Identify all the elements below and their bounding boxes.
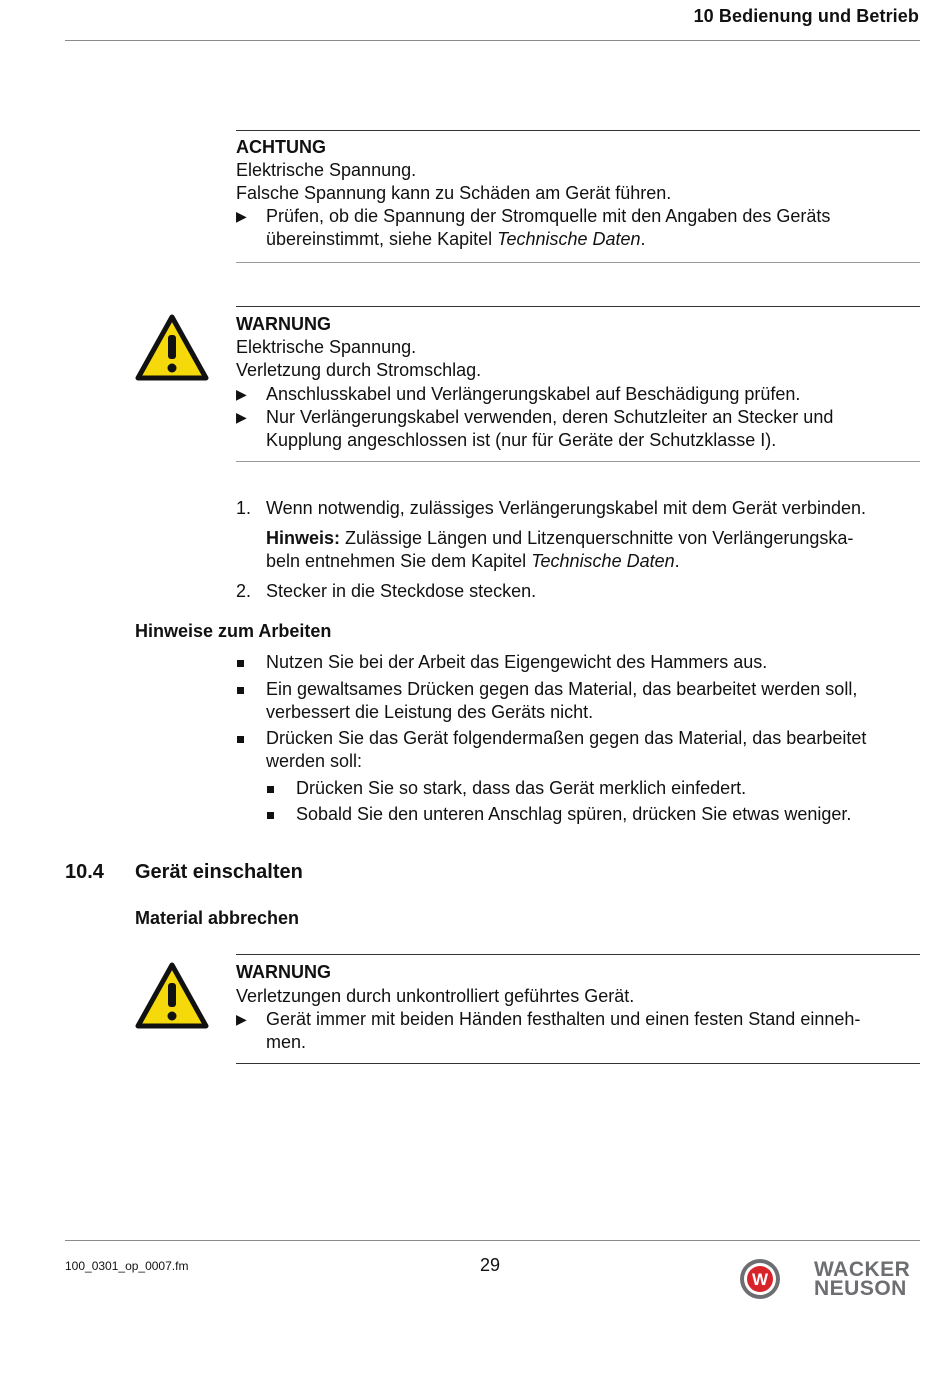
brand-line: WACKER bbox=[814, 1258, 911, 1281]
notice-bottom-rule bbox=[236, 262, 920, 263]
warning-line: Verletzung durch Stromschlag. bbox=[236, 360, 482, 380]
chapter-title: 10 Bedienung und Betrieb bbox=[693, 6, 919, 26]
section-subheading: Material abbrechen bbox=[135, 908, 300, 928]
warning-triangle-icon bbox=[135, 314, 209, 381]
warning-title: WARNUNG bbox=[236, 314, 331, 334]
section-number: 10.4 bbox=[65, 861, 104, 883]
step-text: Wenn notwendig, zulässiges Verlängerungskabel mit dem Gerät verbinden. bbox=[266, 498, 867, 518]
brand-line: NEUSON bbox=[814, 1277, 907, 1300]
notice-top-rule bbox=[236, 130, 920, 131]
notice-line: Falsche Spannung kann zu Schäden am Gerät führen. bbox=[236, 183, 672, 203]
warning-action-text: Gerät immer mit beiden Händen festhalten und einen festen Stand einneh- bbox=[266, 1009, 861, 1029]
action-arrow-icon: ▶ bbox=[236, 1011, 247, 1027]
header-divider bbox=[65, 40, 920, 41]
bullet-icon bbox=[237, 660, 244, 667]
section-title: Gerät einschalten bbox=[135, 861, 303, 883]
warning-line: Elektrische Spannung. bbox=[236, 337, 417, 357]
warning-action-text: Nur Verlängerungskabel verwenden, deren Schutzleiter an Stecker und bbox=[266, 407, 834, 427]
list-item: Nutzen Sie bei der Arbeit das Eigengewicht des Hammers aus. bbox=[266, 652, 768, 672]
svg-text:W: W bbox=[751, 1270, 769, 1289]
bullet-icon bbox=[237, 687, 244, 694]
bullet-icon bbox=[267, 786, 274, 793]
footer-file-name: 100_0301_op_0007.fm bbox=[65, 1259, 189, 1273]
hint-text-2: beln entnehmen Sie dem Kapitel Technische Daten. bbox=[266, 551, 680, 571]
step-text: Stecker in die Steckdose stecken. bbox=[266, 581, 537, 601]
warning-top-rule bbox=[236, 954, 920, 955]
notice-title: ACHTUNG bbox=[236, 137, 326, 157]
hint-label: Hinweis: bbox=[266, 528, 341, 548]
warning-triangle-icon bbox=[135, 962, 209, 1029]
warning-title: WARNUNG bbox=[236, 962, 331, 982]
action-arrow-icon: ▶ bbox=[236, 409, 247, 425]
footer-divider bbox=[65, 1240, 920, 1241]
notice-action-text-2: übereinstimmt, siehe Kapitel Technische Daten. bbox=[266, 229, 646, 249]
notice-action-text: Prüfen, ob die Spannung der Stromquelle mit den Angaben des Geräts bbox=[266, 206, 831, 226]
chapter-reference: Technische Daten bbox=[497, 229, 641, 249]
work-notes-heading: Hinweise zum Arbeiten bbox=[135, 621, 332, 641]
sub-list-item: Sobald Sie den unteren Anschlag spüren, drücken Sie etwas weniger. bbox=[296, 804, 852, 824]
list-item: Drücken Sie das Gerät folgendermaßen gegen das Material, das bearbeitet bbox=[266, 728, 867, 748]
notice-line: Elektrische Spannung. bbox=[236, 160, 417, 180]
warning-action-text: Anschlusskabel und Verlängerungskabel auf Beschädigung prüfen. bbox=[266, 384, 801, 404]
list-item: verbessert die Leistung des Geräts nicht. bbox=[266, 702, 594, 722]
list-item: Ein gewaltsames Drücken gegen das Material, das bearbeitet werden soll, bbox=[266, 679, 858, 699]
step-number: 2. bbox=[236, 581, 252, 601]
brand-wordmark bbox=[814, 1260, 910, 1298]
action-arrow-icon: ▶ bbox=[236, 208, 247, 224]
warning-top-rule bbox=[236, 306, 920, 307]
action-arrow-icon: ▶ bbox=[236, 386, 247, 402]
bullet-icon bbox=[237, 736, 244, 743]
hint-text: Hinweis: Zulässige Längen und Litzenquerschnitte von Verlängerungska- bbox=[266, 528, 854, 548]
step-number: 1. bbox=[236, 498, 252, 518]
bullet-icon bbox=[267, 812, 274, 819]
warning-bottom-rule bbox=[236, 1063, 920, 1064]
warning-line: Verletzungen durch unkontrolliert geführtes Gerät. bbox=[236, 986, 635, 1006]
list-item: werden soll: bbox=[266, 751, 363, 771]
warning-bottom-rule bbox=[236, 461, 920, 462]
sub-list-item: Drücken Sie so stark, dass das Gerät merklich einfedert. bbox=[296, 778, 747, 798]
warning-action-text: men. bbox=[266, 1032, 307, 1052]
chapter-reference: Technische Daten bbox=[531, 551, 675, 571]
warning-action-text: Kupplung angeschlossen ist (nur für Geräte der Schutzklasse I). bbox=[266, 430, 777, 450]
page-number: 29 bbox=[480, 1255, 501, 1275]
wacker-neuson-logo-icon bbox=[738, 1257, 782, 1301]
